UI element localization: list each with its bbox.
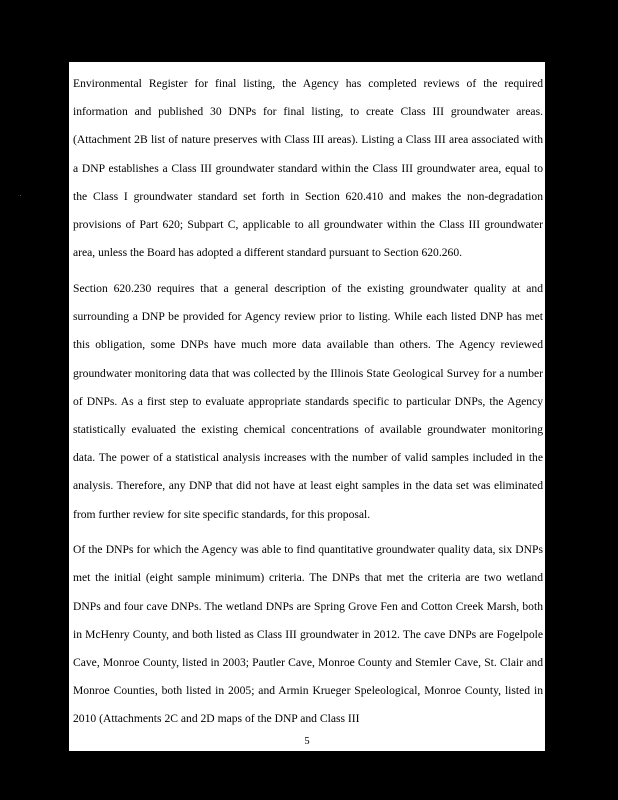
page-number: 5: [304, 736, 310, 747]
document-page: [69, 62, 545, 751]
paragraph-class-iii-listing: Environmental Register for final listing, the Agency has completed reviews of the required information and published 30 DNPs for final listing, to create Class III groundwater areas. (Attachment 2B list of nature preserves with Class III areas). Listing a Class III area associated with a DNP establishes a Class III groundwater standard within the Class III groundwater area, equal to the Class I groundwater standard set forth in Section 620.410 and makes the non-degradation provisions of Part 620; Subpart C, applicable to all groundwater within the Class III groundwater area, unless the Board has adopted a different standard pursuant to Section 620.260.: [73, 77, 543, 260]
paragraph-section-620-230: Section 620.230 requires that a general description of the existing groundwater quality at and surrounding a DNP be provided for Agency review prior to listing. While each listed DNP has met this obligation, some DNPs have much more data available than others. The Agency reviewed groundwater monitoring data that was collected by the Illinois State Geological Survey for a number of DNPs. As a first step to evaluate appropriate standards specific to particular DNPs, the Agency statistically evaluated the existing chemical concentrations of available groundwater monitoring data. The power of a statistical analysis increases with the number of valid samples included in the analysis. Therefore, any DNP that did not have at least eight samples in the data set was eliminated from further review for site specific standards, for this proposal.: [73, 281, 543, 521]
body-text: [73, 70, 543, 734]
scan-speck: [20, 195, 21, 196]
paragraph-dnp-criteria: Of the DNPs for which the Agency was able to find quantitative groundwater quality data, six DNPs met the initial (eight sample minimum) criteria. The DNPs that met the criteria are two wetland DNPs and four cave DNPs. The wetland DNPs are Spring Grove Fen and Cotton Creek Marsh, both in McHenry County, and both listed as Class III groundwater in 2012. The cave DNPs are Fogelpole Cave, Monroe County, listed in 2003; Pautler Cave, Monroe County and Stemler Cave, St. Clair and Monroe Counties, both listed in 2005; and Armin Krueger Speleological, Monroe County, listed in 2010 (Attachments 2C and 2D maps of the DNP and Class III: [73, 543, 543, 726]
